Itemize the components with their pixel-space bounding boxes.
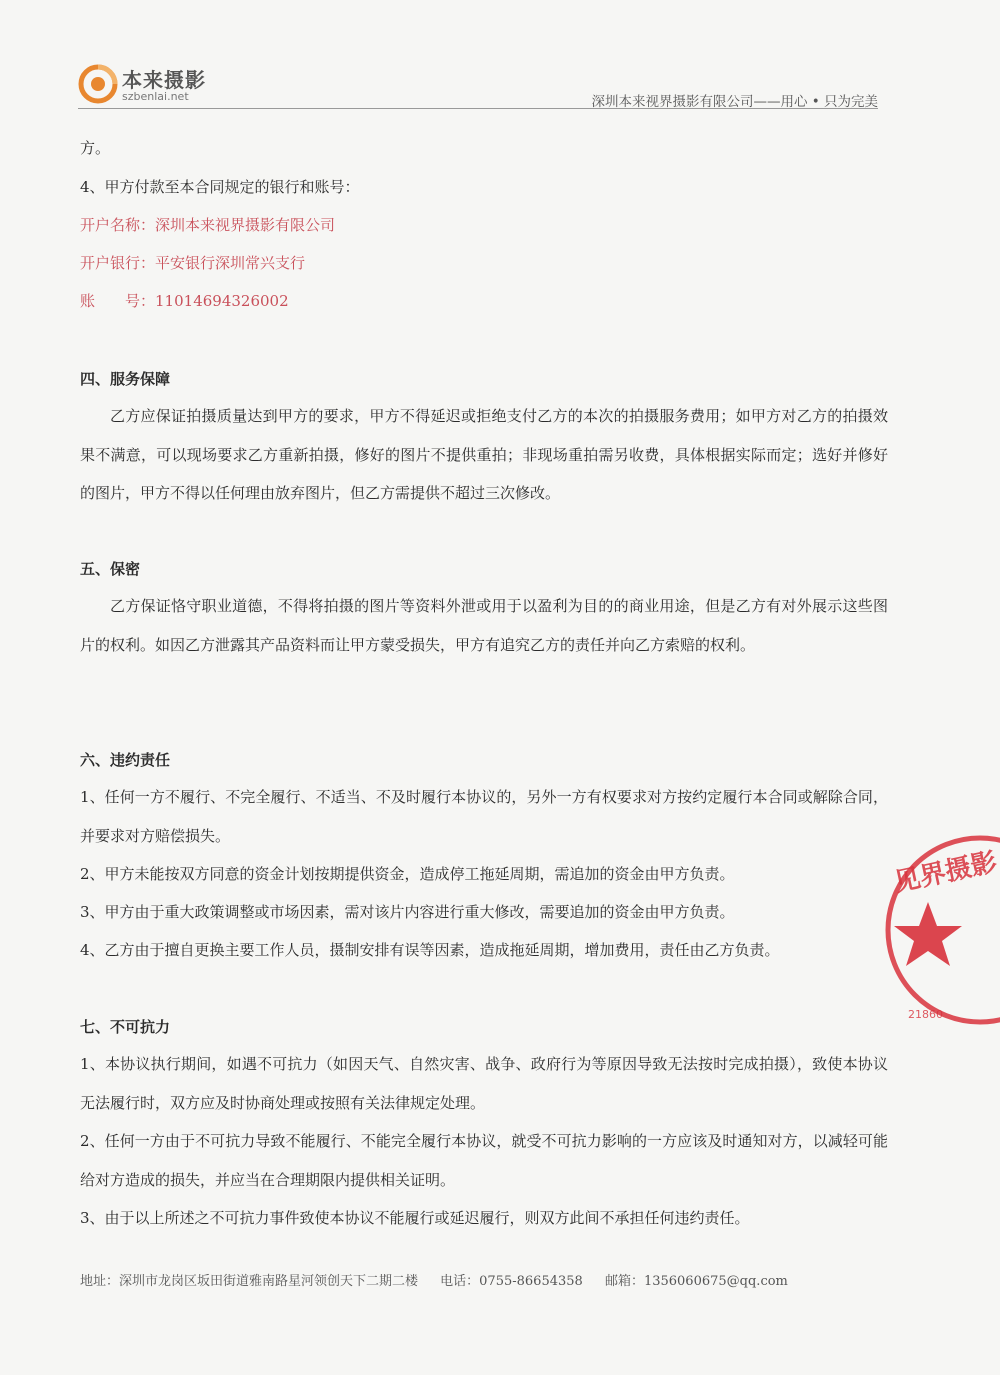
section-6-item-2: 2、甲方未能按双方同意的资金计划按期提供资金，造成停工拖延周期，需追加的资金由甲方负责。 (80, 865, 735, 883)
footer-phone: 电话：0755-86654358 (440, 1274, 583, 1289)
section-6-item-4: 4、乙方由于擅自更换主要工作人员，摄制安排有误等因素，造成拖延周期，增加费用，责任由乙方负责。 (80, 941, 780, 959)
section-4-body: 乙方应保证拍摄质量达到甲方的要求，甲方不得延迟或拒绝支付乙方的本次的拍摄服务费用；如甲方对乙方的拍摄效果不满意，可以现场要求乙方重新拍摄，修好的图片不提供重拍；非现场重拍需另收费，具体根据实际而定；选好并修好的图片，甲方不得以任何理由放弃图片，但乙方需提供不超过三次修改。 (80, 407, 888, 502)
logo-mark-icon (78, 64, 118, 104)
account-number-line (80, 291, 289, 311)
section-6-item-1: 1、任何一方不履行、不完全履行、不适当、不及时履行本协议的，另外一方有权要求对方按约定履行本合同或解除合同，并要求对方赔偿损失。 (80, 788, 888, 845)
section-5-body: 乙方保证恪守职业道德，不得将拍摄的图片等资料外泄或用于以盈利为目的的商业用途，但是乙方有对外展示这些图片的权利。如因乙方泄露其产品资料而让甲方蒙受损失，甲方有追究乙方的责任并向乙方索赔的权利。 (80, 597, 888, 654)
bank-name: 开户银行：平安银行深圳常兴支行 (80, 254, 306, 272)
header-rule (78, 108, 878, 109)
company-logo (78, 62, 298, 108)
footer-contact (80, 1270, 806, 1289)
seal-text: 见界摄影 (891, 847, 1000, 899)
footer-address: 地址：深圳市龙岗区坂田街道雅南路星河领创天下二期二楼 (80, 1274, 419, 1289)
section-4-title: 四、服务保障 (80, 370, 171, 388)
payment-intro: 4、甲方付款至本合同规定的银行和账号： (80, 178, 360, 196)
company-seal (880, 830, 1000, 1030)
seal-digits: 21860 (908, 1008, 943, 1021)
account-number: 11014694326002 (155, 292, 289, 310)
letterhead (78, 62, 878, 110)
section-6-title: 六、违约责任 (80, 751, 171, 769)
logo-text: 本来摄影 (122, 68, 206, 92)
section-6-item-3: 3、甲方由于重大政策调整或市场因素，需对该片内容进行重大修改，需要追加的资金由甲方负责。 (80, 903, 735, 921)
section-7-item-2: 2、任何一方由于不可抗力导致不能履行、不能完全履行本协议，就受不可抗力影响的一方应该及时通知对方，以减轻可能给对方造成的损失，并应当在合理期限内提供相关证明。 (80, 1132, 888, 1189)
logo-domain: szbenlai.net (122, 90, 189, 103)
footer-email: 邮箱：1356060675@qq.com (604, 1274, 788, 1289)
section-7-title: 七、不可抗力 (80, 1018, 171, 1036)
section-7-item-1: 1、本协议执行期间，如遇不可抗力（如因天气、自然灾害、战争、政府行为等原因导致无法按时完成拍摄），致使本协议无法履行时，双方应及时协商处理或按照有关法律规定处理。 (80, 1055, 888, 1112)
section-7-item-3: 3、由于以上所述之不可抗力事件致使本协议不能履行或延迟履行，则双方此间不承担任何违约责任。 (80, 1209, 750, 1227)
account-name: 开户名称：深圳本来视界摄影有限公司 (80, 216, 336, 234)
section-5-title: 五、保密 (80, 560, 141, 578)
company-tagline: 深圳本来视界摄影有限公司——用心 • 只为完美 (591, 94, 878, 110)
account-number-label: 账 号： (80, 292, 156, 310)
continuation-fragment: 方。 (80, 139, 111, 157)
